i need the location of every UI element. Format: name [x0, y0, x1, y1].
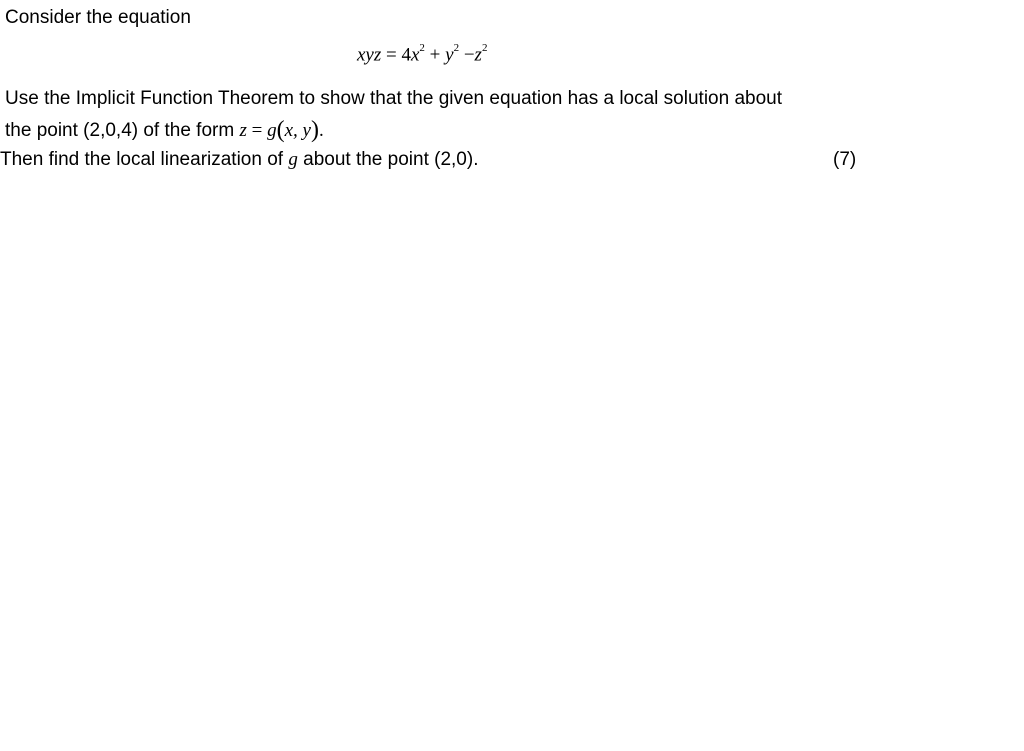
form-z: z [239, 120, 247, 141]
equation-exp-y: 2 [453, 42, 460, 54]
form-g: g [267, 120, 277, 141]
equation-z: z [474, 44, 482, 66]
intro-text: Consider the equation [5, 7, 191, 28]
equation-exp-z: 2 [481, 42, 488, 54]
marks-label: (7) [833, 149, 857, 170]
form-equals: = [251, 120, 263, 141]
form-period: . [318, 120, 324, 141]
function-form [239, 117, 324, 143]
form-open-paren: ( [276, 117, 285, 143]
equation-equals: = [386, 44, 397, 66]
form-close-paren: ) [310, 117, 319, 143]
equation-lhs: xyz [357, 44, 382, 66]
then-var-g: g [288, 149, 298, 170]
equation [357, 38, 487, 67]
equation-coefficient: 4 [401, 44, 411, 66]
equation-y: y [445, 44, 454, 66]
equation-x: x [410, 44, 420, 66]
form-args: x, y [284, 120, 311, 141]
instruction-line-2: the point (2,0,4) of the form z = g(x, y). [5, 117, 324, 143]
then-line: Then find the local linearization of g about the point (2,0). [0, 149, 479, 170]
equation-exp-x: 2 [419, 42, 425, 54]
instruction-line-1: Use the Implicit Function Theorem to show that the given equation has a local solution about [5, 88, 782, 109]
equation-minus: − [463, 44, 475, 66]
equation-plus: + [429, 44, 441, 66]
